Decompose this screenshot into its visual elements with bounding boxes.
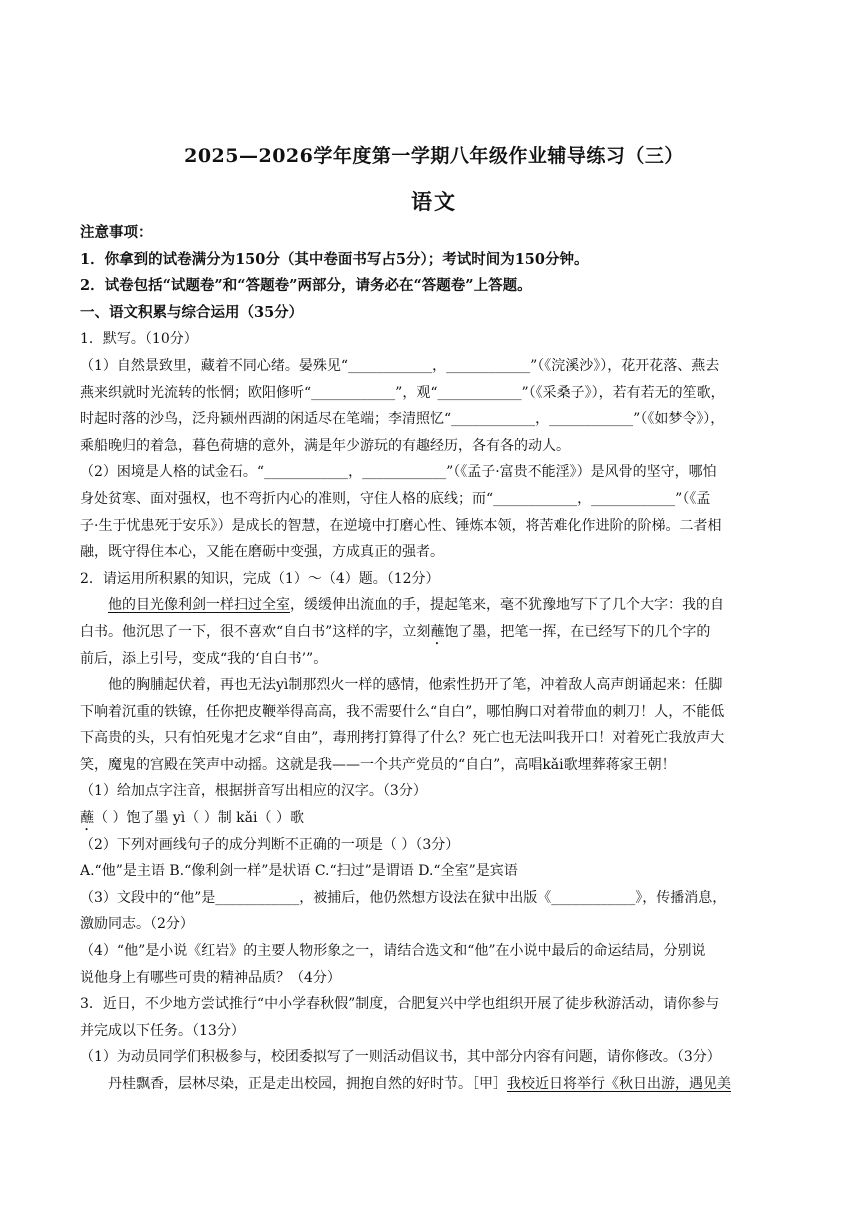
q1-p1-line-3: 时起时落的沙鸟，泛舟颍州西湖的闲适尽在笔端；李清照忆“____________，____________”（《如梦令》）， — [80, 411, 725, 428]
q2-passage-a-line-3: 前后，添上引号，变成“我的‘自白书’”。 — [80, 650, 328, 667]
q2-sub4-line-1: （4）“他”是小说《红岩》的主要人物形象之一，请结合选文和“他”在小说中最后的命运结局，分别说 — [80, 943, 706, 960]
q1-p2-line-3: 子·生于忧患死于安乐》）是成长的智慧，在逆境中打磨心性、锤炼本领，将苦难化作进阶的阶梯。二者相 — [80, 517, 722, 534]
q2-stem: 2．请运用所积累的知识，完成（1）～（4）题。（12分） — [80, 570, 440, 587]
q3-stem-line-2: 并完成以下任务。（13分） — [80, 1022, 245, 1039]
q2-passage-a-line-2 — [80, 619, 792, 646]
q2-sub2-options: A.“他”是主语 B.“像利剑一样”是状语 C.“扫过”是谓语 D.“全室”是宾语 — [80, 863, 518, 880]
exam-content — [80, 220, 792, 1098]
q1-p2-line-1: （2）困境是人格的试金石。“____________，____________”（《孟子·富贵不能淫》）是风骨的坚守，哪怕 — [80, 464, 717, 481]
q2-passage-b-line-3: 下高贵的头，只有怕死鬼才乞求“自由”，毒刑拷打算得了什么？死亡也无法叫我开口！对着死亡我放声大 — [80, 730, 725, 747]
q1-p2-line-2: 身处贫寒、面对强权，也不弯折内心的准则，守住人格的底线；而“____________，____________”（《孟 — [80, 490, 711, 507]
q2-sub2-stem: （2）下列对画线句子的成分判断不正确的一项是（ ）（3分） — [80, 836, 460, 853]
exam-title: 2025—2026学年度第一学期八年级作业辅导练习（三） — [184, 145, 684, 167]
q2-sub1-answer-line — [80, 805, 792, 832]
q2-passage-b-line-2: 下响着沉重的铁镣，任你把皮鞭举得高高，我不需要什么“自白”，哪怕胸口对着带血的刺刀！人，不能低 — [80, 703, 725, 720]
q1-p1-line-1: （1）自然景致里，藏着不同心绪。晏殊见“____________，____________”（《浣溪沙》），花开花落、燕去 — [80, 357, 720, 374]
q3-stem-line-1: 3．近日，不少地方尝试推行“中小学春秋假”制度，合肥复兴中学也组织开展了徒步秋游活动，请你参与 — [80, 996, 720, 1013]
q1-stem: 1．默写。（10分） — [80, 331, 198, 348]
q2-passage-a-line-1 — [80, 592, 792, 619]
q3-proposal-text — [80, 1071, 792, 1098]
q2-sub4-line-2: 说他身上有哪些可贵的精神品质？（4分） — [80, 969, 341, 986]
q1-p2-line-4: 融，既守得住本心，又能在磨砺中变强，方成真正的强者。 — [80, 544, 444, 561]
q2-underlined-sentence: 他的目光像利剑一样扫过全室 — [108, 597, 290, 614]
q2-sub3-line-1: （3）文段中的“他”是____________，被捕后，他仍然想方设法在狱中出版《____________》，传播消息， — [80, 889, 727, 906]
q3-sub1-stem: （1）为动员同学们积极参与，校团委拟写了一则活动倡议书，其中部分内容有问题，请你修改。（3分） — [80, 1049, 721, 1066]
exam-subject: 语文 — [411, 189, 457, 214]
notice-heading: 注意事项： — [80, 224, 153, 241]
q2-passage-b-line-4: 笑，魔鬼的宫殿在笑声中动摇。这就是我——一个共产党员的“自白”，高唱kǎi歌埋葬蒋家王朝！ — [80, 756, 676, 773]
q2-sub3-line-2: 激励同志。（2分） — [80, 916, 194, 933]
q2-passage-a-line-1-rest: ，缓缓伸出流血的手，提起笔来，毫不犹豫地写下了几个大字：我的自 — [290, 597, 724, 614]
q2-sub1-blanks: （ ）饱了墨 yì（ ）制 kǎi（ ）歌 — [94, 810, 304, 827]
q2-passage-a-line-2-start: 白书。他沉思了一下，很不喜欢“自白书”这样的字，立刻 — [80, 623, 431, 640]
q1-p1-line-4: 乘船晚归的着急，暮色荷塘的意外，满是年少游玩的有趣经历，各有各的动人。 — [80, 437, 570, 454]
q3-underlined-sentence: 我校近日将举行《秋日出游，遇见美 — [507, 1076, 731, 1092]
q3-proposal-start: 丹桂飘香，层林尽染，正是走出校园，拥抱自然的好时节。［甲］ — [108, 1076, 507, 1092]
q2-passage-a-line-2-end: 饱了墨，把笔一挥，在已经写下的几个字的 — [444, 623, 711, 640]
section-1-heading: 一、语文积累与综合运用（35分） — [80, 303, 304, 321]
q2-dotted-char: 蘸 — [430, 623, 445, 640]
notice-item-1: 1．你拿到的试卷满分为150分（其中卷面书写占5分）；考试时间为150分钟。 — [80, 250, 589, 268]
q2-passage-b-line-1: 他的胸脯起伏着，再也无法yì制那烈火一样的感情，他索性扔开了笔，冲着敌人高声朗诵起来：任脚 — [108, 677, 723, 694]
q1-p1-line-2: 燕来织就时光流转的怅惘；欧阳修听“____________”，观“____________”（《采桑子》），若有若无的笙歌， — [80, 384, 725, 401]
notice-item-2: 2．试卷包括“试题卷”和“答题卷”两部分，请务必在“答题卷”上答题。 — [80, 277, 532, 295]
q2-sub1-dotted-char: 蘸 — [80, 810, 94, 827]
q2-sub1-stem: （1）给加点字注音，根据拼音写出相应的汉字。（3分） — [80, 783, 427, 800]
